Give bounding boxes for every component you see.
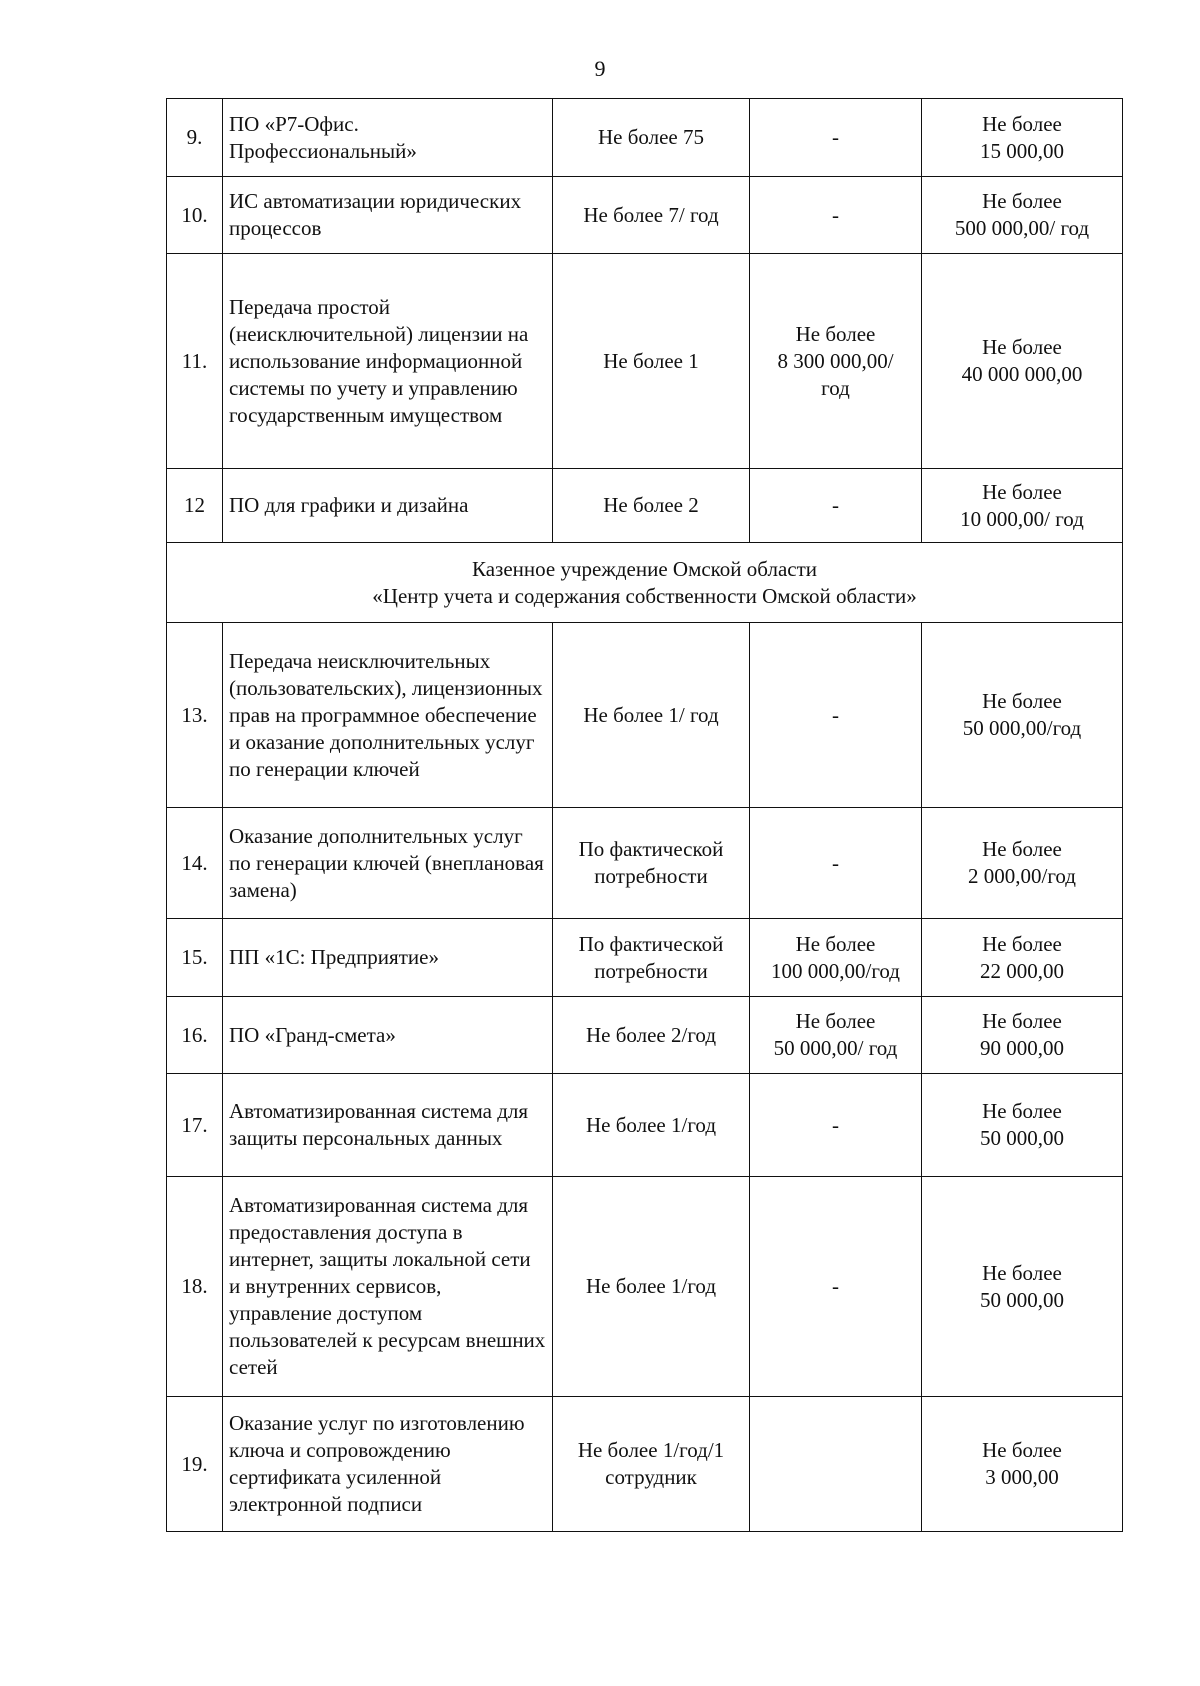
item-price-line: 8 300 000,00/: [777, 348, 894, 373]
item-quantity: [553, 808, 750, 919]
item-total: [922, 254, 1123, 469]
item-price-line: 50 000,00/ год: [773, 1036, 898, 1060]
item-total-line: Не более: [982, 1099, 1062, 1123]
item-total-line: 2 000,00/год: [967, 864, 1076, 888]
table-row: [167, 254, 1123, 469]
item-price: [750, 919, 922, 997]
row-number: 16.: [167, 997, 223, 1074]
item-total-line: Не более: [982, 335, 1062, 359]
item-quantity-line: потребности: [594, 864, 708, 888]
item-price-line: Не более: [795, 931, 876, 956]
item-total: [922, 919, 1123, 997]
table-row: [167, 997, 1123, 1074]
item-total: [922, 1177, 1123, 1397]
item-quantity: Не более 2/год: [553, 997, 750, 1074]
item-total-line: Не более: [982, 479, 1062, 504]
item-total-line: Не более: [982, 1260, 1062, 1285]
item-quantity: Не более 1/ год: [553, 623, 750, 808]
row-number: 13.: [167, 623, 223, 808]
section-title: [167, 543, 1123, 623]
item-quantity-line: Не более 1/год/1: [577, 1438, 725, 1462]
table-row: [167, 177, 1123, 254]
item-total-line: Не более: [982, 111, 1062, 136]
item-total-line: 3 000,00: [985, 1465, 1059, 1489]
row-number: 18.: [167, 1177, 223, 1397]
item-price: -: [750, 623, 922, 808]
item-total-line: Не более: [982, 837, 1062, 861]
item-price-line: Не более: [795, 321, 876, 346]
item-price-line: год: [821, 375, 850, 400]
table-row: [167, 469, 1123, 543]
item-total-line: Не более: [982, 1009, 1062, 1033]
item-quantity: Не более 1: [553, 254, 750, 469]
row-number: 9.: [167, 99, 223, 177]
item-total: [922, 623, 1123, 808]
item-total-line: Не более: [982, 931, 1062, 956]
section-header-row: [167, 543, 1123, 623]
item-quantity: Не более 75: [553, 99, 750, 177]
item-quantity: [553, 1397, 750, 1532]
item-price: -: [750, 177, 922, 254]
item-quantity-line: сотрудник: [605, 1465, 697, 1489]
item-total: [922, 99, 1123, 177]
item-quantity: [553, 919, 750, 997]
item-price-line: Не более: [795, 1009, 876, 1033]
item-price: -: [750, 808, 922, 919]
item-price-line: 100 000,00/год: [770, 958, 900, 983]
item-name: ПП «1С: Предприятие»: [223, 919, 553, 997]
item-total-line: Не более: [982, 1438, 1062, 1462]
item-quantity: Не более 2: [553, 469, 750, 543]
item-quantity-line: По фактической: [578, 837, 724, 861]
table-row: [167, 623, 1123, 808]
item-quantity: Не более 7/ год: [553, 177, 750, 254]
item-name: ИС автоматизации юридических процессов: [223, 177, 553, 254]
row-number: 11.: [167, 254, 223, 469]
item-total-line: 22 000,00: [980, 958, 1064, 983]
item-price: [750, 1397, 922, 1532]
item-total: [922, 997, 1123, 1074]
item-quantity-line: потребности: [594, 958, 708, 983]
page-number: 9: [594, 56, 606, 81]
procurement-table: [166, 98, 1123, 1532]
item-quantity: Не более 1/год: [553, 1074, 750, 1177]
item-total-line: 50 000,00: [980, 1287, 1064, 1312]
item-name: Оказание услуг по изготовлению ключа и сопровождению сертификата усиленной электронной подписи: [223, 1397, 553, 1532]
table-row: [167, 919, 1123, 997]
item-price: -: [750, 1177, 922, 1397]
table-row: [167, 808, 1123, 919]
section-title-line: «Центр учета и содержания собственности Омской области»: [372, 583, 917, 608]
item-name: Передача простой (неисключительной) лицензии на использование информационной системы по учету и управлению государственным имуществом: [223, 254, 553, 469]
item-total-line: Не более: [982, 689, 1062, 713]
item-total-line: 90 000,00: [980, 1036, 1064, 1060]
item-total: [922, 177, 1123, 254]
item-total: [922, 1397, 1123, 1532]
item-name: ПО для графики и дизайна: [223, 469, 553, 543]
row-number: 10.: [167, 177, 223, 254]
row-number: 15.: [167, 919, 223, 997]
item-name: Автоматизированная система для защиты персональных данных: [223, 1074, 553, 1177]
item-total-line: 50 000,00/год: [962, 716, 1082, 740]
item-price: -: [750, 1074, 922, 1177]
item-quantity-line: По фактической: [578, 931, 724, 956]
item-total-line: 500 000,00/ год: [954, 216, 1090, 240]
item-total: [922, 469, 1123, 543]
item-price: -: [750, 99, 922, 177]
item-total-line: 50 000,00: [980, 1126, 1064, 1150]
row-number: 14.: [167, 808, 223, 919]
row-number: 19.: [167, 1397, 223, 1532]
table-row: [167, 1177, 1123, 1397]
item-total-line: 40 000 000,00: [961, 362, 1083, 386]
item-price: [750, 254, 922, 469]
item-quantity: Не более 1/год: [553, 1177, 750, 1397]
table-row: [167, 1074, 1123, 1177]
item-total-line: 15 000,00: [980, 138, 1064, 163]
item-name: ПО «Гранд-смета»: [223, 997, 553, 1074]
row-number: 17.: [167, 1074, 223, 1177]
section-title-line: Казенное учреждение Омской области: [471, 556, 817, 581]
row-number: 12: [167, 469, 223, 543]
item-price: [750, 997, 922, 1074]
item-name: Передача неисключительных (пользовательских), лицензионных прав на программное обеспечение и оказание дополнительных услуг по генерации ключей: [223, 623, 553, 808]
table-row: [167, 1397, 1123, 1532]
table-row: [167, 99, 1123, 177]
item-total: [922, 808, 1123, 919]
item-total-line: Не более: [982, 189, 1062, 213]
item-name: Оказание дополнительных услуг по генерации ключей (внеплановая замена): [223, 808, 553, 919]
item-total: [922, 1074, 1123, 1177]
item-name: ПО «Р7-Офис. Профессиональный»: [223, 99, 553, 177]
item-total-line: 10 000,00/ год: [960, 506, 1084, 531]
item-name: Автоматизированная система для предоставления доступа в интернет, защиты локальной сети и внутренних сервисов, управление доступом пользователей к ресурсам внешних сетей: [223, 1177, 553, 1397]
item-price: -: [750, 469, 922, 543]
